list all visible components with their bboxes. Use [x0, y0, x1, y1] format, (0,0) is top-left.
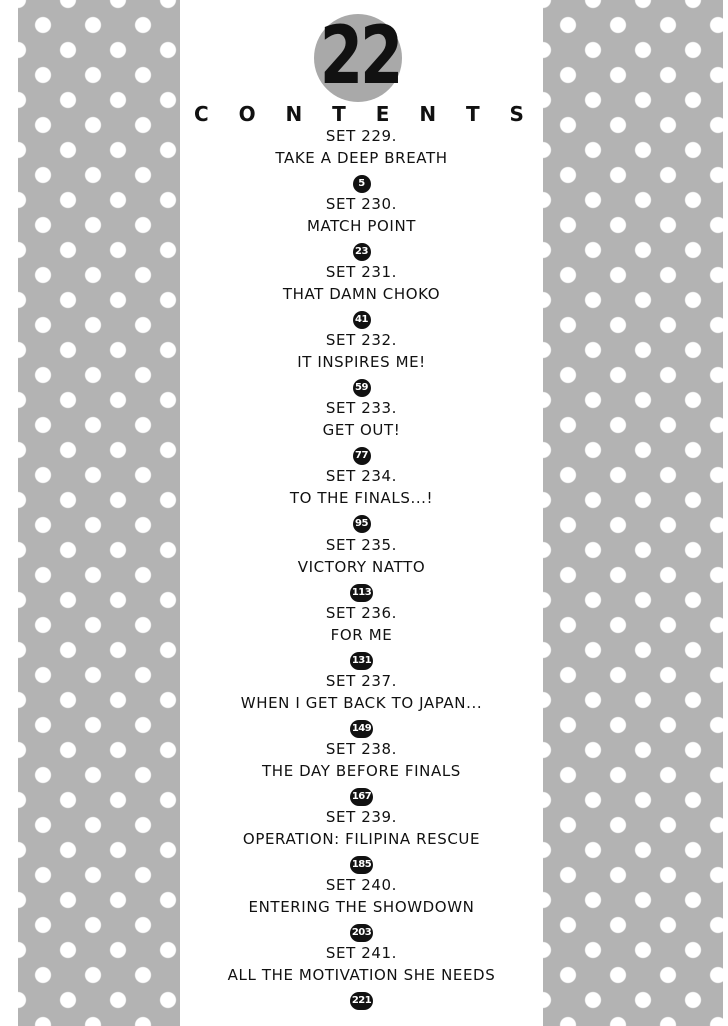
toc-list [180, 126, 543, 1011]
set-number: SET 230. [325, 195, 398, 214]
toc-entry[interactable] [180, 807, 543, 875]
set-number: SET 240. [325, 876, 398, 895]
page-number-badge: 131 [350, 652, 373, 670]
chapter-title: GET OUT! [322, 421, 401, 440]
toc-entry[interactable] [180, 126, 543, 194]
chapter-title: TO THE FINALS...! [289, 489, 434, 508]
page-number-badge: 23 [353, 243, 371, 261]
chapter-title: OPERATION: FILIPINA RESCUE [242, 829, 481, 848]
contents-panel [180, 0, 543, 1026]
contents-heading-letter: N [285, 102, 303, 126]
set-number: SET 237. [325, 671, 398, 690]
contents-heading-letter: T [332, 102, 346, 126]
set-number: SET 234. [325, 467, 398, 486]
set-number: SET 229. [325, 127, 398, 145]
set-number: SET 236. [325, 603, 398, 622]
contents-heading-letter: S [509, 102, 524, 126]
toc-entry[interactable] [180, 398, 543, 466]
page-number-badge: 221 [350, 992, 373, 1010]
page-number-badge: 5 [353, 175, 371, 193]
chapter-title: WHEN I GET BACK TO JAPAN... [240, 693, 483, 712]
toc-entry[interactable] [180, 466, 543, 534]
toc-entry[interactable] [180, 875, 543, 943]
chapter-title: TAKE A DEEP BREATH [275, 149, 448, 167]
contents-heading-letter: T [465, 102, 480, 126]
chapter-title: VICTORY NATTO [297, 557, 426, 576]
volume-number: 22 [319, 9, 401, 102]
contents-heading-letter: O [238, 102, 256, 126]
page-number-badge: 95 [353, 515, 371, 533]
chapter-title: THAT DAMN CHOKO [282, 285, 441, 304]
toc-entry[interactable] [180, 603, 543, 671]
toc-entry[interactable] [180, 330, 543, 398]
toc-entry[interactable] [180, 671, 543, 739]
page-number-badge: 149 [350, 720, 373, 738]
page-number-badge: 113 [350, 584, 373, 602]
page-number-badge: 41 [353, 311, 371, 329]
chapter-title: ALL THE MOTIVATION SHE NEEDS [227, 966, 496, 985]
set-number: SET 235. [325, 535, 398, 554]
contents-heading-letter: N [419, 102, 437, 126]
chapter-title: MATCH POINT [306, 217, 417, 236]
toc-entry[interactable] [180, 262, 543, 330]
toc-entry[interactable] [180, 739, 543, 807]
toc-entry[interactable] [180, 943, 543, 1011]
set-number: SET 232. [325, 331, 398, 350]
page-number-badge: 203 [350, 924, 373, 942]
contents-heading-letter: C [194, 102, 209, 126]
set-number: SET 239. [325, 807, 398, 826]
set-number: SET 241. [325, 944, 398, 963]
chapter-title: ENTERING THE SHOWDOWN [248, 898, 475, 917]
toc-entry[interactable] [180, 194, 543, 262]
set-number: SET 233. [325, 399, 398, 418]
page-number-badge: 167 [350, 788, 373, 806]
set-number: SET 231. [325, 263, 398, 282]
set-number: SET 238. [325, 739, 398, 758]
page-number-badge: 185 [350, 856, 373, 874]
contents-heading [194, 102, 524, 126]
polka-dot-border-right [543, 0, 723, 1026]
chapter-title: FOR ME [330, 625, 393, 644]
chapter-title: THE DAY BEFORE FINALS [262, 761, 461, 780]
chapter-title: IT INSPIRES ME! [297, 353, 426, 372]
contents-heading-letter: E [375, 102, 390, 126]
polka-dot-border-left [18, 0, 180, 1026]
toc-entry[interactable] [180, 535, 543, 603]
page-number-badge: 59 [353, 379, 371, 397]
page-number-badge: 77 [353, 447, 371, 465]
